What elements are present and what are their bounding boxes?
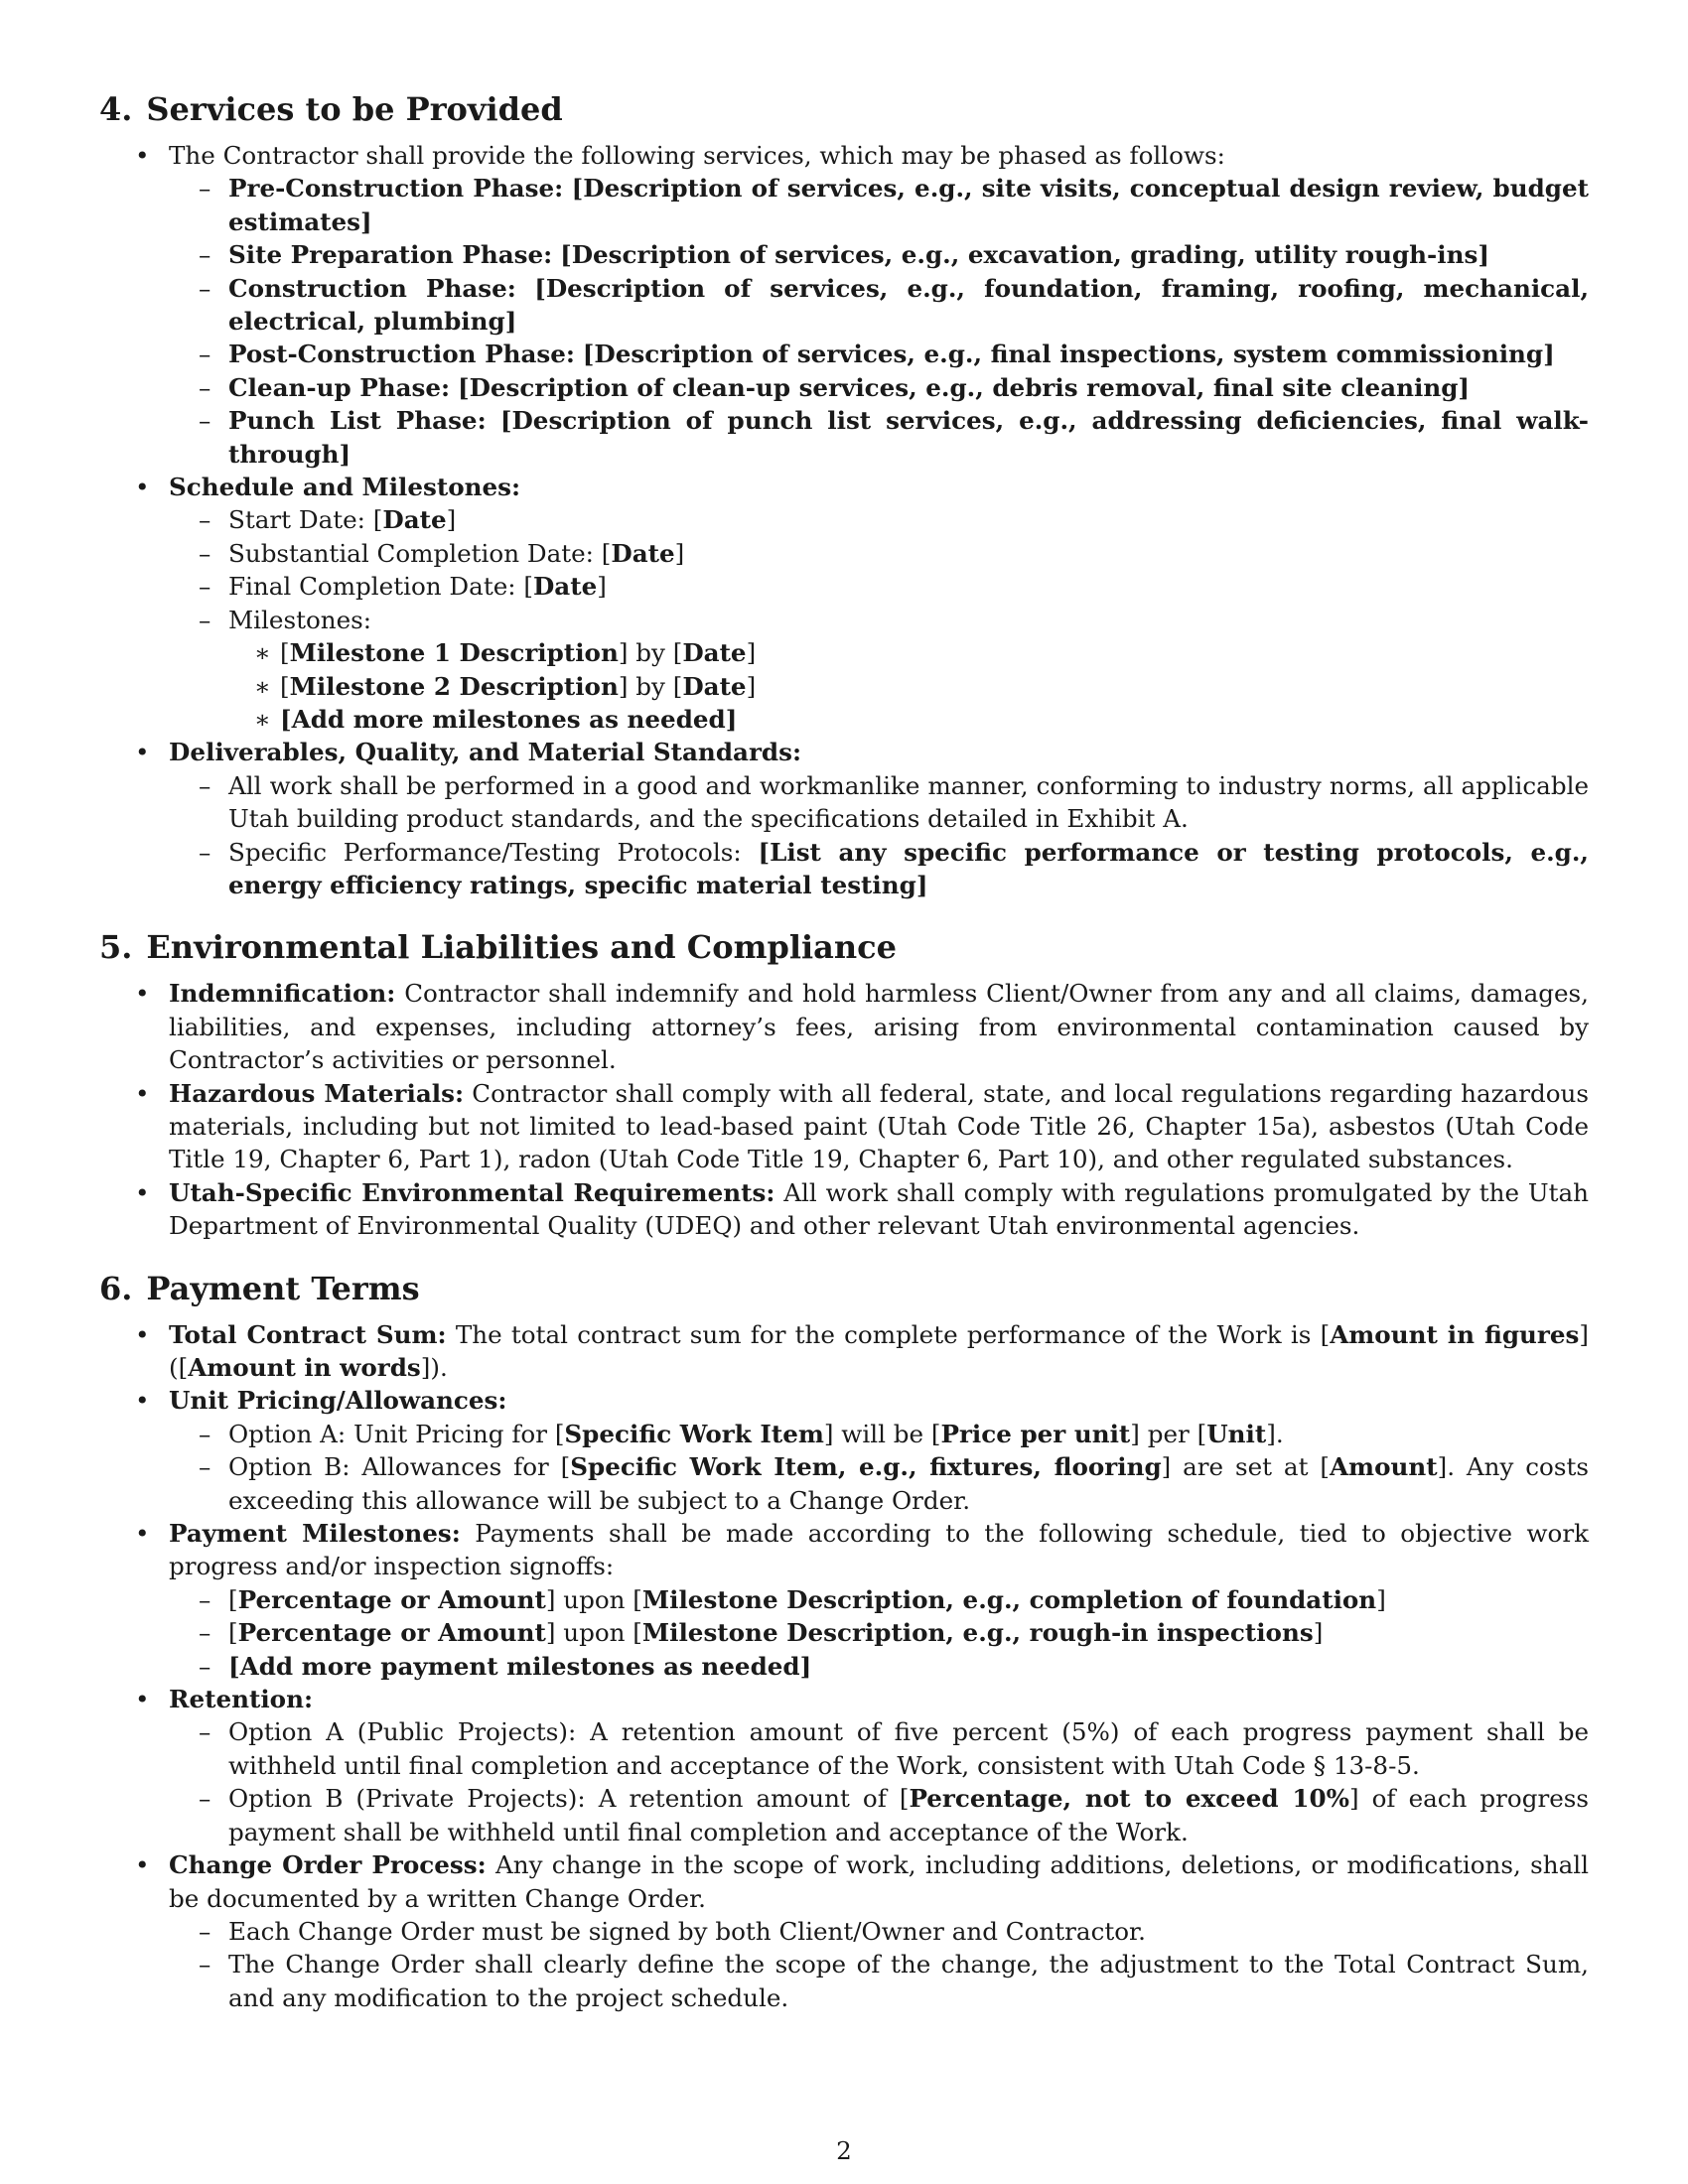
document-page xyxy=(99,89,1589,2014)
list-item: – Site Preparation Phase: [Description of services, e.g., excavation, grading, utility rough-ins] xyxy=(169,238,1589,271)
list-item: – Specific Performance/Testing Protocols: [List any specific performance or testing protocols, e.g., energy efficiency ratings, specific material testing] xyxy=(169,836,1589,902)
list-item: – Substantial Completion Date: [Date] xyxy=(169,537,1589,570)
list-item: – Pre-Construction Phase: [Description of services, e.g., site visits, conceptual design review, budget estimates] xyxy=(169,172,1589,238)
section-heading: 4. Services to be Provided xyxy=(99,90,563,128)
list-item: – Option A: Unit Pricing for [Specific Work Item] will be [Price per unit] per [Unit]. xyxy=(169,1418,1589,1450)
list-item: – Milestones: ∗ [Milestone 1 Description] by [Date] ∗ [Milestone 2 Description] by [Date] ∗ [Add more milestones as needed] xyxy=(169,604,1589,737)
list-item: – Punch List Phase: [Description of punch list services, e.g., addressing deficiencies, final walk-through] xyxy=(169,404,1589,471)
list-item: – The Change Order shall clearly define the scope of the change, the adjustment to the Total Contract Sum, and any modification to the project schedule. xyxy=(169,1948,1589,2014)
list-item: – Clean-up Phase: [Description of clean-up services, e.g., debris removal, final site cleaning] xyxy=(169,371,1589,404)
list-item: – [Percentage or Amount] upon [Milestone Description, e.g., rough-in inspections] xyxy=(169,1616,1589,1649)
payment-milestone-list xyxy=(169,1583,1589,1683)
section-5 xyxy=(99,927,1589,1242)
list-item: • Schedule and Milestones: – Start Date: [Date] – Substantial Completion Date: [Date] – Final Completion Date: [Date] – Milestones: ∗ [Milestone 1 Description] by [Date] ∗ [Milestone 2 Description] by [Date] ∗ [Add more milestones as needed] xyxy=(99,471,1589,736)
list-item: – Each Change Order must be signed by both Client/Owner and Contractor. xyxy=(169,1915,1589,1948)
list-item: – Final Completion Date: [Date] xyxy=(169,570,1589,603)
list-item: ∗ [Milestone 2 Description] by [Date] xyxy=(228,670,1589,703)
schedule-list xyxy=(169,503,1589,736)
section-4 xyxy=(99,89,1589,901)
list-item: – Option B (Private Projects): A retention amount of [Percentage, not to exceed 10%] of each progress payment shall be withheld until final completion and acceptance of the Work. xyxy=(169,1782,1589,1848)
section-heading: 6. Payment Terms xyxy=(99,1269,420,1307)
list-item: – [Percentage or Amount] upon [Milestone Description, e.g., completion of foundation] xyxy=(169,1583,1589,1616)
list-item: – Construction Phase: [Description of services, e.g., foundation, framing, roofing, mechanical, electrical, plumbing] xyxy=(169,272,1589,339)
list-item: • Unit Pricing/Allowances: – Option A: Unit Pricing for [Specific Work Item] will be [Price per unit] per [Unit]. – Option B: Allowances for [Specific Work Item, e.g., fixtures, flooring] are set at [Amount]. Any costs exceeding this allowance will be subject to a Change Order. xyxy=(99,1384,1589,1517)
deliverables-list xyxy=(169,769,1589,902)
page-number: 2 xyxy=(836,2136,852,2165)
list-item: ∗ [Milestone 1 Description] by [Date] xyxy=(228,636,1589,669)
list-item: • Hazardous Materials: Contractor shall comply with all federal, state, and local regulations regarding hazardous materials, including but not limited to lead-based paint (Utah Code Title 26, Chapter 15a), asbestos (Utah Code Title 19, Chapter 6, Part 1), radon (Utah Code Title 19, Chapter 6, Part 10), and other regulated substances. xyxy=(99,1077,1589,1176)
list-item: – Option B: Allowances for [Specific Work Item, e.g., fixtures, flooring] are set at [Amount]. Any costs exceeding this allowance will be subject to a Change Order. xyxy=(169,1450,1589,1517)
list-item: – Option A (Public Projects): A retention amount of five percent (5%) of each progress payment shall be withheld until final completion and acceptance of the Work, consistent with Utah Code § 13-8-5. xyxy=(169,1715,1589,1782)
list-item: • Retention: – Option A (Public Projects): A retention amount of five percent (5%) of each progress payment shall be withheld until final completion and acceptance of the Work, consistent with Utah Code § 13-8-5. – Option B (Private Projects): A retention amount of [Percentage, not to exceed 10%] of each progress payment shall be withheld until final completion and acceptance of the Work. xyxy=(99,1683,1589,1848)
bullet-list xyxy=(99,139,1589,901)
list-item: – Start Date: [Date] xyxy=(169,503,1589,536)
retention-list xyxy=(169,1715,1589,1848)
list-item: • Payment Milestones: Payments shall be made according to the following schedule, tied to objective work progress and/or inspection signoffs: – [Percentage or Amount] upon [Milestone Description, e.g., completion of foundation] – [Percentage or Amount] upon [Milestone Description, e.g., rough-in inspections] – [Add more payment milestones as needed] xyxy=(99,1517,1589,1683)
section-6 xyxy=(99,1269,1589,2015)
list-item: • Deliverables, Quality, and Material Standards: – All work shall be performed in a good and workmanlike manner, conforming to industry norms, all applicable Utah building product standards, and the specifications detailed in Exhibit A. – Specific Performance/Testing Protocols: [List any specific performance or testing protocols, e.g., energy efficiency ratings, specific material testing] xyxy=(99,736,1589,901)
bullet-list xyxy=(99,1318,1589,2015)
list-item: • Total Contract Sum: The total contract sum for the complete performance of the Work is [Amount in figures] ([Amount in words]). xyxy=(99,1318,1589,1385)
list-item: – [Add more payment milestones as needed] xyxy=(169,1650,1589,1683)
pricing-options-list xyxy=(169,1418,1589,1517)
list-item: – Post-Construction Phase: [Description of services, e.g., final inspections, system commissioning] xyxy=(169,338,1589,370)
list-item: ∗ [Add more milestones as needed] xyxy=(228,703,1589,736)
section-heading: 5. Environmental Liabilities and Compliance xyxy=(99,928,897,967)
list-item: • Utah-Specific Environmental Requirements: All work shall comply with regulations promulgated by the Utah Department of Environmental Quality (UDEQ) and other relevant Utah environmental agencies. xyxy=(99,1176,1589,1243)
list-item: • The Contractor shall provide the following services, which may be phased as follows: – Pre-Construction Phase: [Description of services, e.g., site visits, conceptual design review, budget estimates] – Site Preparation Phase: [Description of services, e.g., excavation, grading, utility rough-ins] – Construction Phase: [Description of services, e.g., foundation, framing, roofing, mechanical, electrical, plumbing] – Post-Construction Phase: [Description of services, e.g., final inspections, system commissioning] – Clean-up Phase: [Description of clean-up services, e.g., debris removal, final site cleaning] – Punch List Phase: [Description of punch list services, e.g., addressing deficiencies, final walk-through] xyxy=(99,139,1589,471)
milestone-list xyxy=(228,636,1589,736)
list-item: – All work shall be performed in a good and workmanlike manner, conforming to industry norms, all applicable Utah building product standards, and the specifications detailed in Exhibit A. xyxy=(169,769,1589,836)
list-item: • Change Order Process: Any change in the scope of work, including additions, deletions, or modifications, shall be documented by a written Change Order. – Each Change Order must be signed by both Client/Owner and Contractor. – The Change Order shall clearly define the scope of the change, the adjustment to the Total Contract Sum, and any modification to the project schedule. xyxy=(99,1848,1589,2014)
phase-list xyxy=(169,172,1589,471)
bullet-list xyxy=(99,977,1589,1242)
change-order-list xyxy=(169,1915,1589,2014)
list-item: • Indemnification: Contractor shall indemnify and hold harmless Client/Owner from any and all claims, damages, liabilities, and expenses, including attorney’s fees, arising from environmental contamination caused by Contractor’s activities or personnel. xyxy=(99,977,1589,1076)
